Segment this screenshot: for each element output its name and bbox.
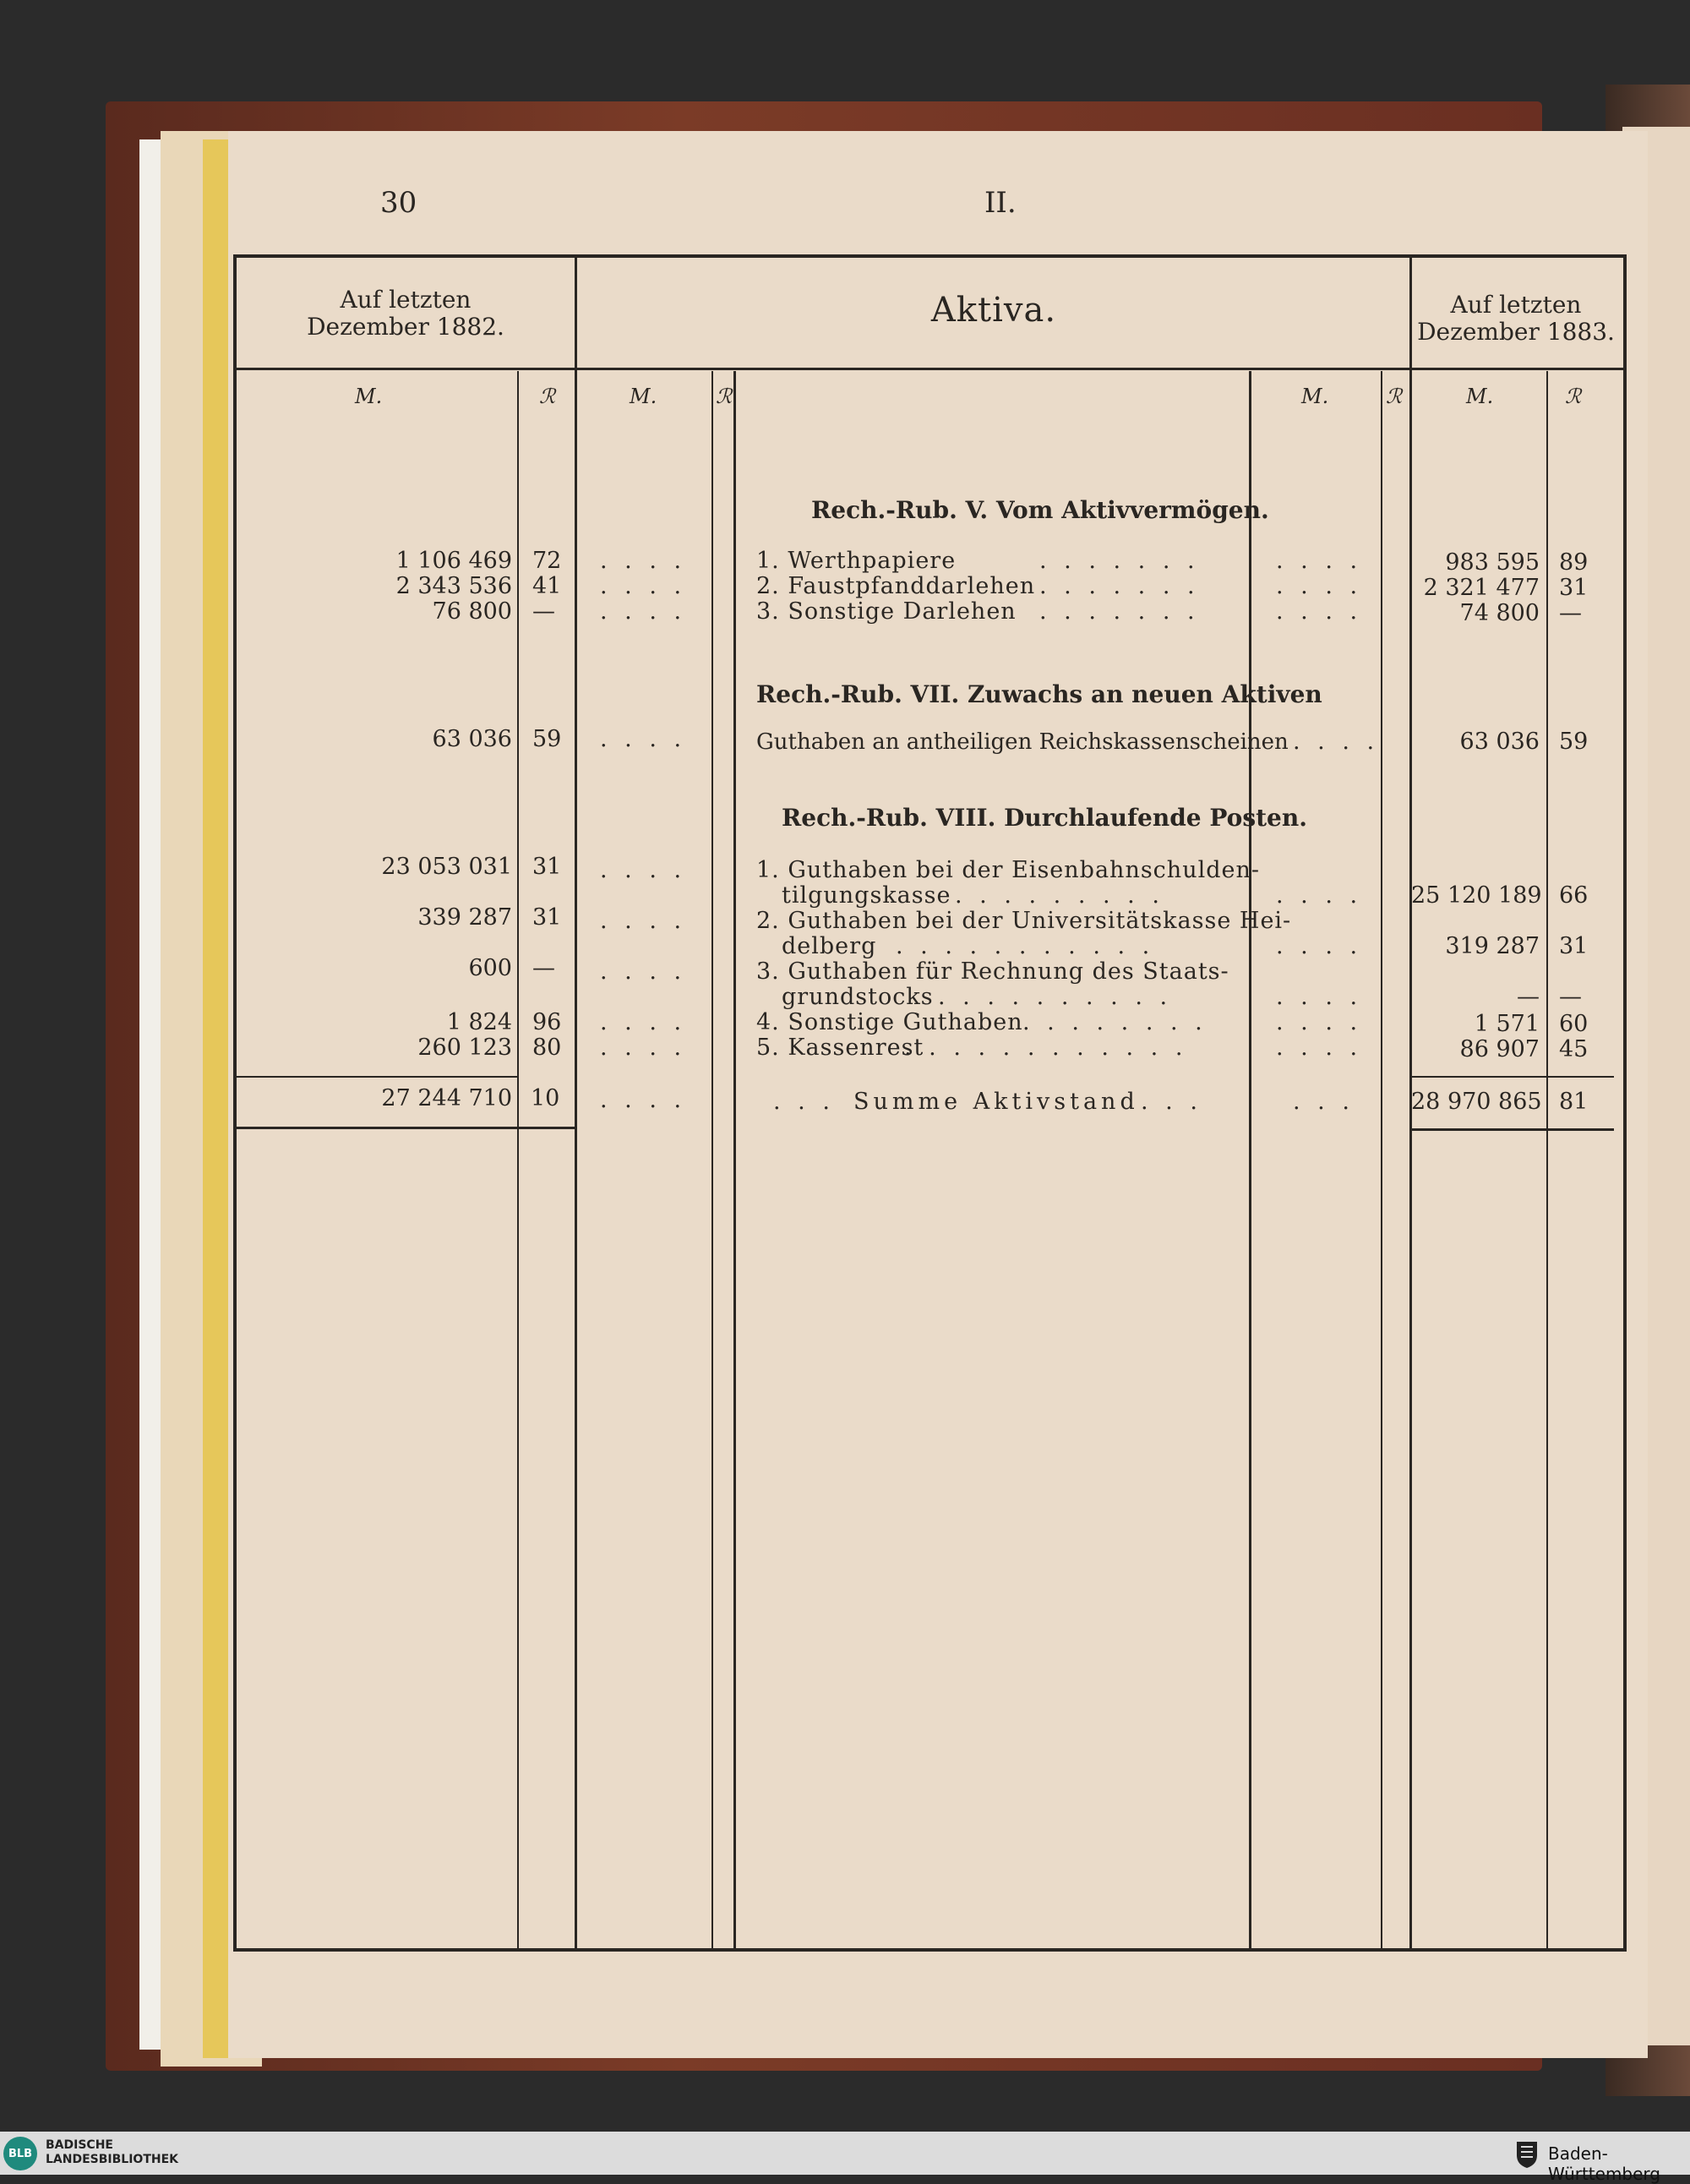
amount-1882: 260 123 — [417, 1035, 512, 1061]
unit-pfennig: ℛ — [1565, 385, 1582, 408]
pfennig-1883: 31 — [1559, 575, 1589, 601]
col-divider — [711, 371, 713, 1948]
header-right — [1413, 292, 1619, 346]
library-name-line: LANDESBIBLIOTHEK — [46, 2153, 179, 2166]
dot-leader: . . . . . . . — [1039, 548, 1200, 574]
dot-leader: . . . — [1293, 1089, 1355, 1115]
total-rule — [237, 1076, 517, 1078]
library-name-line: BADISCHE — [46, 2138, 113, 2152]
row-description-cont: grundstocks — [782, 984, 934, 1010]
total-label: Summe Aktivstand — [853, 1089, 1139, 1115]
unit-mark: M. — [630, 385, 657, 408]
total-1882: 27 244 710 — [381, 1085, 512, 1111]
dot-leader: . . . . — [600, 548, 687, 574]
pfennig-1882: 72 — [532, 548, 562, 574]
header-right-line: Dezember 1883. — [1417, 318, 1615, 346]
dot-leader: . . . . — [600, 573, 687, 599]
pfennig-1883: 45 — [1559, 1036, 1589, 1062]
pfennig-1883: 60 — [1559, 1011, 1589, 1037]
amount-1883: 74 800 — [1459, 600, 1540, 626]
pfennig-1883: 59 — [1559, 729, 1589, 755]
total-pfennig-1883: 81 — [1559, 1089, 1589, 1115]
amount-1882: 339 287 — [417, 904, 512, 931]
pfennig-1882: 41 — [532, 573, 562, 599]
row-description-cont: delberg — [782, 933, 877, 959]
library-name[interactable] — [46, 2138, 178, 2167]
amount-1882: 1 106 469 — [395, 548, 512, 574]
amount-1883: 983 595 — [1445, 549, 1540, 576]
unit-mark: M. — [355, 385, 383, 408]
pfennig-1882: 80 — [532, 1035, 562, 1061]
pfennig-1883: — — [1559, 984, 1582, 1010]
total-underline — [237, 1127, 576, 1129]
pfennig-1883: — — [1559, 600, 1582, 626]
col-divider — [733, 371, 736, 1948]
total-rule — [1411, 1076, 1614, 1078]
header-left — [237, 287, 575, 341]
pfennig-1882: — — [532, 955, 555, 981]
row-description: 2. Guthaben bei der Universitätskasse Hei- — [756, 908, 1292, 934]
amount-1883: 319 287 — [1445, 933, 1540, 959]
pfennig-1883: 89 — [1559, 549, 1589, 576]
col-divider — [1546, 371, 1548, 1948]
pfennig-1882: 31 — [532, 854, 562, 880]
unit-pfennig: ℛ — [716, 385, 733, 408]
col-divider — [517, 371, 519, 1948]
dot-leader: . . . . — [1276, 598, 1363, 625]
dot-leader: . . . . . . . — [1039, 598, 1200, 625]
dot-leader: . . . . — [1276, 573, 1363, 599]
dot-leader: . . . — [773, 1089, 835, 1115]
pfennig-1882: 31 — [532, 904, 562, 931]
amount-1883: — — [1517, 984, 1540, 1010]
amount-1883: 86 907 — [1459, 1036, 1540, 1062]
row-description: 4. Sonstige Guthaben — [756, 1009, 1023, 1035]
total-1883: 28 970 865 — [1411, 1089, 1542, 1115]
pfennig-1882: 96 — [532, 1009, 562, 1035]
amount-1882: 2 343 536 — [395, 573, 512, 599]
row-description-cont: tilgungskasse — [782, 882, 951, 909]
viewer-footer — [0, 2132, 1690, 2184]
row-description: 3. Sonstige Darlehen — [756, 598, 1017, 625]
unit-pfennig: ℛ — [539, 385, 556, 408]
dot-leader: . . . . — [600, 1087, 687, 1113]
col-divider — [575, 258, 577, 1948]
section-number: II. — [984, 186, 1017, 220]
pfennig-1883: 31 — [1559, 933, 1589, 959]
coat-of-arms-icon — [1514, 2138, 1540, 2169]
dot-leader: . . . . — [1276, 984, 1363, 1010]
total-underline — [1411, 1128, 1614, 1131]
amount-1882: 600 — [468, 955, 512, 981]
amount-1882: 76 800 — [432, 598, 512, 625]
pfennig-1882: — — [532, 598, 555, 625]
dot-leader: . . . . — [600, 598, 687, 625]
dot-leader: . . . . . . . . . . . — [896, 933, 1155, 959]
dot-leader: . . . . . . . — [1039, 573, 1200, 599]
dot-leader: . . . . . . . . — [1022, 1009, 1208, 1035]
row-description: Guthaben an antheiligen Reichskassenscheinen — [756, 729, 1289, 755]
row-description: 1. Guthaben bei der Eisenbahnschulden- — [756, 857, 1260, 883]
header-aktiva: Aktiva. — [930, 291, 1057, 330]
header-right-line: Auf letzten — [1450, 291, 1582, 319]
unit-mark: M. — [1466, 385, 1494, 408]
dot-leader: . . . . — [1276, 933, 1363, 959]
col-divider — [1381, 371, 1382, 1948]
document-page — [228, 131, 1648, 2058]
dot-leader: . . . . — [1293, 729, 1380, 755]
dot-leader: . . . . — [600, 958, 687, 985]
amount-1883: 25 120 189 — [1411, 882, 1542, 909]
dot-leader: . . . . — [1276, 1035, 1363, 1061]
row-description: 1. Werthpapiere — [756, 548, 957, 574]
amount-1882: 1 824 — [446, 1009, 512, 1035]
dot-leader: . . . . — [600, 726, 687, 752]
amount-1883: 63 036 — [1459, 729, 1540, 755]
pfennig-1882: 59 — [532, 726, 562, 752]
dot-leader: . . . . — [600, 908, 687, 934]
dot-leader: . . . . — [600, 1009, 687, 1035]
amount-1882: 63 036 — [432, 726, 512, 752]
amount-1882: 23 053 031 — [381, 854, 512, 880]
amount-1883: 2 321 477 — [1423, 575, 1540, 601]
dot-leader: . . . — [1141, 1089, 1202, 1115]
header-divider — [233, 368, 1623, 370]
unit-mark: M. — [1301, 385, 1329, 408]
dot-leader: . . . . — [600, 857, 687, 883]
row-description: 3. Guthaben für Rechnung des Staats- — [756, 958, 1229, 985]
section-heading: Rech.-Rub. VIII. Durchlaufende Posten. — [782, 804, 1307, 832]
blb-logo[interactable]: BLB — [3, 2137, 37, 2170]
dot-leader: . . . . — [1276, 1009, 1363, 1035]
pfennig-1883: 66 — [1559, 882, 1589, 909]
dot-leader: . . . . — [1276, 882, 1363, 909]
row-description: 5. Kassenrest — [756, 1035, 924, 1061]
header-left-line: Dezember 1882. — [307, 313, 504, 341]
unit-pfennig: ℛ — [1386, 385, 1403, 408]
page-number: 30 — [380, 186, 417, 220]
section-heading: Rech.-Rub. V. Vom Aktivvermögen. — [811, 496, 1269, 524]
col-divider — [1249, 371, 1251, 1948]
dot-leader: . . . . . . . . . — [955, 882, 1164, 909]
row-description: 2. Faustpfanddarlehen — [756, 573, 1036, 599]
dot-leader: . . . . — [600, 1035, 687, 1061]
section-heading: Rech.-Rub. VII. Zuwachs an neuen Aktiven — [756, 680, 1322, 708]
header-left-line: Auf letzten — [340, 286, 472, 314]
dot-leader: . . . . — [1276, 548, 1363, 574]
total-pfennig-1882: 10 — [531, 1085, 560, 1111]
dot-leader: . . . . . . . . . . . . — [904, 1035, 1188, 1061]
state-name[interactable]: Baden-Württemberg — [1548, 2143, 1660, 2184]
amount-1883: 1 571 — [1474, 1011, 1540, 1037]
dot-leader: . . . . . . . . . . — [938, 984, 1173, 1010]
